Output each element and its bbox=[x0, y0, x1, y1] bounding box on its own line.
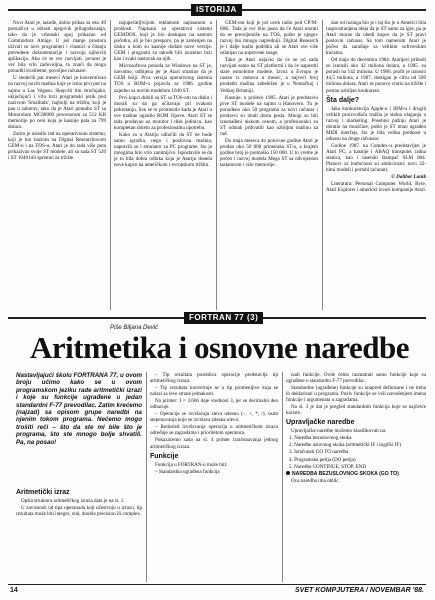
paragraph: Ova naredba ima oblik: bbox=[291, 477, 339, 484]
paragraph: U zavisnosti od tipa operanada koji učestvuju u izrazu, tip rezultata može biti integer, real, double precision ili complex. bbox=[16, 505, 142, 518]
istorija-column-3 bbox=[220, 20, 318, 310]
paragraph: Standardne (ugrađene) funkcije su unapred definisane i ne treba ih deklarisati u programu. Poziv funkcije se vrši navođenjem imena funkcije i argumenata u zagradama. bbox=[286, 385, 426, 404]
paragraph: dan od razloga bio je i taj što je u Americi bila rasprostranjena ideja da je ST samo za igre, pa je Atari morao da ubedi kupce da je ST pravi poslovni računar. Sa tom namerom Atari je počeo da sarađuje sa velikim softverskim kućama. bbox=[326, 20, 426, 57]
paragraph: nadi funkcije. Ovde ćemo razmatrati samo funkcije koje su ugrađene u standardni F-77 prevodilac. bbox=[286, 372, 426, 385]
paragraph: Do maja meseca do polovine godine Atari je prodao oko 50 000 primeraka ST-a, a krajem godine broj je premašio 150 000. U to vreme je počeo i razvoj modela Mega ST sa odvojenom tastaturom i više memorije. bbox=[220, 137, 318, 169]
paragraph: Funkcija u FORTRAN-u može biti: bbox=[155, 461, 228, 468]
column-divider bbox=[146, 372, 147, 582]
paragraph: Upravljačke naredbe možemo klasifikovati na: bbox=[291, 428, 387, 435]
subhead-funkcije: Funkcije bbox=[150, 452, 179, 460]
fortran-column-3 bbox=[286, 372, 426, 582]
page-footer bbox=[8, 584, 426, 597]
fortran-column-2 bbox=[150, 372, 278, 582]
subhead-sta-dalje: Šta dalje? bbox=[326, 96, 360, 104]
subhead-aritmeticki-izraz: Aritmetički izraz bbox=[16, 489, 70, 496]
article-lead: Nastavljajući školu FORTRANA 77, u ovom broju učimo kako se u ovom programskom jeziku rade aritmetički izrazi i koje su funkcije ugrađene u jedan standardni F-77 prevodilac. Zatim krećemo (najzad) sa opisom grupe naredbi na njenim tokom programa. Nećemo mogo trošiti reči – što da ste mi bile što je programa, što ste mnogo bolje shvatili. Pa, na posao! bbox=[16, 372, 142, 446]
paragraph: Na sl. 3 je dat je pregled standardnih funkcija koje se najčešće koriste. bbox=[286, 404, 426, 417]
istorija-column-1 bbox=[8, 20, 106, 310]
bullet-heading-text: NAREDBA BEZUSLOVNOG SKOKA (GO TO) bbox=[292, 470, 399, 477]
article-author: Piše Biljana Dević bbox=[110, 325, 159, 331]
column-divider bbox=[216, 20, 217, 310]
paragraph: Microsoftova ponuda za Windows na ST je, navodno, odbijena jer je Atari smatrao da je GEM bolji. Prva verzija operativnog sistema TOS u ROM-u pojavila se 1986. godine zajedno sa novim modelom 1040 ST. bbox=[114, 63, 212, 94]
istorija-column-4 bbox=[326, 20, 426, 310]
page-number: 14 bbox=[10, 587, 18, 594]
paragraph: Pokazaćemo sada na sl. 4 primer izračunavanja jednog aritmetičkog izraza. bbox=[150, 437, 278, 450]
column-divider bbox=[322, 20, 323, 310]
column-divider bbox=[110, 20, 111, 310]
bullet-heading bbox=[286, 471, 426, 477]
paragraph: Prvi kupci dobili su ST sa TOS-om na disku i morali su da ga učitavaju pri svakom pokretanju. Sve se to promenilo kada je Atari u sve mašine ugradio ROM čipove. Atari ST se tada prodavao uz monitor i disk jedinicu, kao kompletan sistem za profesionalnu upotrebu. bbox=[114, 94, 212, 131]
magazine-name: SVET KOMPJUTERA / NOVEMBAR '88. bbox=[295, 587, 424, 594]
paragraph: – Tip rezultata konvertuje se u tip promenljive koja se nalazi sa leve strane jednakosti. bbox=[150, 385, 278, 398]
list-item: 5. Naredbe CONTINUE, STOP, END bbox=[289, 463, 367, 470]
article-headline: Aritmetika i osnovne naredbe bbox=[30, 330, 409, 365]
istorija-section-bar bbox=[8, 4, 426, 16]
paragraph: Opšta struktura aritmetičkog izraza data je na sl. 1. bbox=[21, 498, 125, 504]
paragraph: GEM-om koji je još uvek radio pod CP/M-68K. Tada je već bilo jasno da će Atari morati da se preorijentiše na TOS, pošto je njegov razvoj bio mnogo napredniji. Digital Research je i dalje nudio podršku ali se Atari sve više oslanjao na sopstvene snage. bbox=[220, 20, 318, 57]
paragraph: Na primer: I = 3.666 daje vrednost 3, jer se decimalni deo odbacuje. bbox=[150, 398, 278, 411]
list-item: 4. Programska petlja (DO petlja) bbox=[289, 456, 356, 463]
paragraph: Kasnije, u proleće 1985. Atari je predstavio prve ST modele na sajmu u Hanoveru. Tu je ponuđeno oko 50 programa za novi računar i prodavci su imali dosta posla. Mnogi su bili iznenađeni niskom cenom, a profesionalci su ST odmah prihvatili kao ozbiljnu mašinu za rad. bbox=[220, 94, 318, 137]
paragraph: Kako su u Atariju odlučili da ST ne bude samo igračka, nego i poslovna mašina, napravili su i emulator za PC programe, što je mnogima bilo vrlo zanimljivo. Ispostavilo se da je to bila dobra odluka koja je Atariju donela nove kupce na američkom i evropskom tržištu. bbox=[114, 131, 212, 169]
fortran-column-1 bbox=[16, 486, 142, 582]
paragraph: U sledećih par meseci Atari je koncentrisao na razvoj novih mašina koje je iznio prvi put na sajmu u Las Vegasu. Skup-šti tim stručnjaka, uključujući i vrlo brzi programski jezik pod nazivom 'Smalltalk', najbolji na tržištu, koji je pao u zaborav, tako da je Atari ponudio ST sa Motorolom MC68000 procesorom sa 512 KB memorije po ceni koja je kasnije pala na 799 dolara. bbox=[8, 75, 106, 130]
paragraph: Jaka konkurencija Apple-u i IBM-u i drugih velikih proizvođača tražila je stalna ulaganja u razvoj i marketing. Posebnu pažnju Atari je obratio na muzičare, pošto je ST imao ugrađen MIDI interfejs, što je bila velika prednost u odnosu na druge računare. bbox=[326, 105, 426, 142]
list-item: 1. Naredba bezuslovnog skoka bbox=[289, 435, 352, 442]
paragraph: – Tip rezultata posledica operacije predstavlja tip aritmetičkog izraza. bbox=[150, 372, 278, 385]
paragraph: Zatim je usledio rad na operativnom sistemu, koji je bio baziran na Digital Researchovom GEM-u i na TOS-u. Atari je do tada više puta prikazivao svoje ST modele, ali su sada ST 520 i ST 1040 bili spremni za tržište. bbox=[8, 130, 106, 162]
istorija-column-2 bbox=[114, 20, 212, 310]
literature-note: Literatura: Personal Computer World, Byte, Atari Explorer i americki izvori kompanije Atari. bbox=[326, 181, 426, 194]
paragraph: Godine 1987. na Comdex-u predstavljen je Atari PC, a kasnije i ABAQ transputer radna stanica, kao i laserski štampač SLM 804. Planovi za budućnost su ambiciozni: novi 32-bitni modeli i portabl računari. bbox=[326, 142, 426, 174]
paragraph: Novi Atari je, takođe, dobio prikaz sa oko 40 pretraživa u oblasti njegovih prilagođavanja, tako da je vrhunski spoj prikazao od Commodora Amige. U još manje prostora uživali su novi programeri i vlasnici u čitanju prevedene dokumentacije i razvoju njihovih aplikacija. Ako će se sve razvijati, javnost je već bila vrlo zadovoljna, to znači da mogu ponuditi kvalitetne, povoljne računare. bbox=[8, 20, 106, 75]
fortran-section-label: FORTRAN 77 (3) bbox=[184, 312, 263, 324]
list-item: 3. Izračunati GO TO naredba bbox=[289, 449, 349, 456]
paragraph: Tako je Atari najavio da će se od sada razvijati samo na ST platformi i da će napustiti stare osmobitne modele. Izvoz u Evropu je rastao iz meseca u mesec, a najveći broj prodatih mašina zabeležen je u Nemačkoj i Velikoj Britaniji. bbox=[220, 57, 318, 94]
paragraph: najupečatljivijom reklamom napisanom u prošlosti. Napisani su operativni sistemi GEMDOS, koji je bio dostupan na samom početku, ali je bio presporo, pa je zamenjen na disku u kom su kasnije dodate nove verzije. GEM i programi su takođe bili izuzetno brzi kao i svaki nastavak na njih. bbox=[114, 20, 212, 63]
istorija-section-label: ISTORIJA bbox=[191, 4, 242, 16]
paragraph: – Operacije se izvršavaju sleva udesno (–, +, *, /), osim stepenovanja koje se izvršava zdesna ulevo. bbox=[150, 411, 278, 424]
bullet-icon bbox=[286, 471, 290, 475]
author-signature: © Dalibor Lanik bbox=[391, 174, 426, 181]
fortran-section-bar bbox=[8, 312, 426, 324]
paragraph: Od maja do decembra 1984. Atarijevi prihodi su iznosili oko 42 miliona dolara, a 1985. su porasli na 142 miliona. U 1986. profit je iznosio 44,5 miliona, a 1987. dostigao je cifru od 500 miliona dolara. Atari se ponovo vratio na tržište i postao ozbiljan konkurent. bbox=[326, 57, 426, 94]
list-item: 2. Naredbe uslovnog skoka (aritmetički IF i logički IF) bbox=[289, 442, 401, 449]
subhead-upravljacke-naredbe: Upravljačke naredbe bbox=[286, 419, 355, 427]
paragraph: – Redosled izvršavanja operacija u aritmetičkom izrazu određuje se zagradama i prioritetom operatora. bbox=[150, 424, 278, 437]
column-divider bbox=[282, 372, 283, 582]
paragraph: – Standardna ugrađena funkcija bbox=[155, 468, 220, 475]
